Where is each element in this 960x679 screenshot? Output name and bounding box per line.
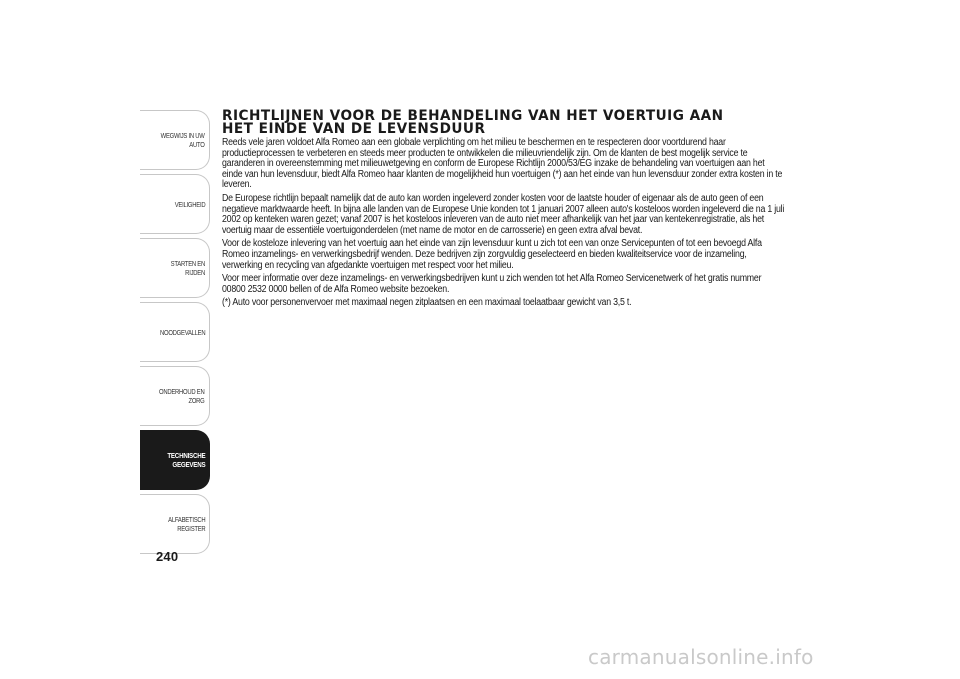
tab-label: ALFABETISCH REGISTER — [167, 515, 205, 533]
paragraph: Reeds vele jaren voldoet Alfa Romeo aan een globale verplichting om het milieu te beschermen en te respecteren door voortdurend haar productieprocessen te verbeteren en steeds meer producten te ontwikkelen die milieuvriendelijk zijn. Om de klanten de best mogelijk service te garanderen in overeenstemming met milieuwetgeving en conform de Europese Richtlijn 2000/53/EG inzake de behandeling van voertuigen aan het einde van hun levensduur, biedt Alfa Romeo haar klanten de mogelijkheid hun voertuigen (*) aan het einde van hun levensduur zonder extra kosten in te leveren. — [222, 137, 783, 191]
tab-noodgevallen[interactable] — [140, 302, 210, 362]
paragraph: Voor meer informatie over deze inzamelings- en verwerkingsbedrijven kunt u zich wenden tot het Alfa Romeo Servicenetwerk of het gratis nummer 00800 2532 0000 bellen of de Alfa Romeo website bezoeken. — [222, 273, 762, 295]
tab-label: TECHNISCHE GEGEVENS — [166, 451, 205, 469]
section-title: RICHTLIJNEN VOOR DE BEHANDELING VAN HET VOERTUIG AAN HET EINDE VAN DE LEVENSDUUR — [222, 108, 724, 137]
chapter-tabs — [140, 110, 212, 558]
tab-label: NOODGEVALLEN — [159, 327, 205, 337]
tab-label: VEILIGHEID — [174, 199, 205, 209]
footnote: (*) Auto voor personenvervoer met maximaal negen zitplaatsen en een maximaal toelaatbaar gewicht van 3,5 t. — [222, 297, 632, 309]
tab-onderhoud-en-zorg[interactable] — [140, 366, 210, 426]
tab-alfabetisch-register[interactable] — [140, 494, 210, 554]
paragraph: De Europese richtlijn bepaalt namelijk dat de auto kan worden ingeleverd zonder kosten voor de laatste houder of eigenaar als de auto geen of een negatieve marktwaarde heeft. In bijna alle landen van de Europese Unie konden tot 1 januari 2007 alleen auto's kosteloos worden ingeleverd die na 1 juli 2002 op kenteken waren gezet; vanaf 2007 is het kosteloos inleveren van de auto niet meer afhankelijk van het jaar van kentekenregistratie, als het voertuig maar de essentiële voertuigonderdelen (met name de motor en de carrosserie) en geen extra afval bevat. — [222, 192, 785, 236]
watermark: carmanualsonline.info — [588, 645, 814, 669]
tab-veiligheid[interactable] — [140, 174, 210, 234]
tab-label: WEGWIJS IN UW AUTO — [161, 131, 205, 149]
tab-technische-gegevens[interactable] — [140, 430, 210, 490]
tab-label: STARTEN EN RIJDEN — [170, 259, 205, 277]
tab-wegwijs-in-uw-auto[interactable] — [140, 110, 210, 170]
page-number: 240 — [156, 549, 179, 564]
section-content — [222, 110, 784, 312]
tab-label: ONDERHOUD EN ZORG — [159, 387, 205, 405]
paragraph: Voor de kosteloze inlevering van het voertuig aan het einde van zijn levensduur kunt u zich tot een van onze Servicepunten of tot een bevoegd Alfa Romeo inzamelings- en verwerkingsbedrijf wenden. Deze bedrijven zijn zorgvuldig geselecteerd en bieden kwaliteitservice voor de inzameling, verwerking en recycling van afgedankte voertuigen met respect voor het milieu. — [222, 238, 762, 271]
tab-starten-en-rijden[interactable] — [140, 238, 210, 298]
